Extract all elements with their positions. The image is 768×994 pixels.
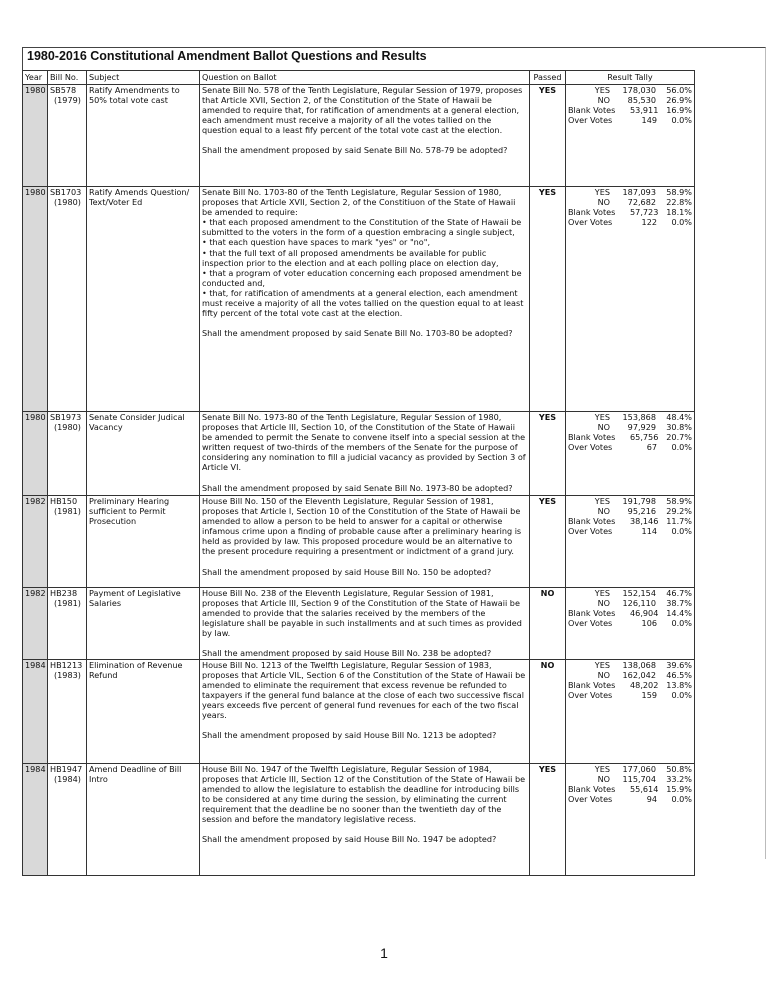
cell-bill-no (48, 763, 87, 875)
tally-label: NO (597, 95, 610, 106)
tally-label: YES (594, 659, 610, 670)
cell-question (200, 763, 530, 875)
tally-percent: 29.2% (666, 506, 692, 517)
tally-line (568, 187, 692, 197)
tally-label: Over Votes (568, 442, 613, 453)
cell-subject: Ratify Amendments to 50% total vote cast (87, 85, 200, 187)
tally-count: 114 (641, 526, 657, 537)
tally-line (568, 422, 692, 432)
tally-percent: 16.9% (666, 105, 692, 116)
cell-result-tally (566, 763, 695, 875)
tally-percent: 0.0% (671, 217, 692, 228)
tally-line (568, 598, 692, 608)
question-paragraph: Shall the amendment proposed by said Senate Bill No. 1973-80 be adopted? (202, 482, 513, 493)
question-paragraph: Senate Bill No. 1973-80 of the Tenth Legislature, Regular Session of 1980, proposes that Article III, Section 10, of the Constitution of the State of Hawaii be amended to permit the Senate to convene itself into a special session at the written request of two-thirds of the members of the Senate for the purpose of considering any nomination to fill a judicial vacancy as provided by Section 3 of Article VI. (202, 412, 526, 473)
cell-bill-no (48, 659, 87, 763)
tally-label: YES (594, 763, 610, 774)
tally-count: 95,216 (627, 506, 656, 517)
bill-number: HB1213 (50, 659, 83, 670)
question-paragraph: Shall the amendment proposed by said House Bill No. 1947 be adopted? (202, 834, 497, 845)
tally-line (568, 85, 692, 95)
tally-count: 177,060 (622, 763, 656, 774)
tally-line (568, 774, 692, 784)
tally-label: Over Votes (568, 618, 613, 629)
tally-count: 55,614 (630, 783, 659, 794)
tally-count: 97,929 (627, 422, 656, 433)
document-title: 1980-2016 Constitutional Amendment Ballot Questions and Results (27, 49, 427, 63)
cell-passed: YES (530, 496, 566, 588)
tally-percent: 22.8% (666, 197, 692, 208)
header-year: Year (23, 71, 48, 85)
tally-percent: 13.8% (666, 679, 692, 690)
question-paragraph: • that a program of voter education concerning each proposed amendment be conducted and, (202, 267, 522, 288)
tally-label: NO (597, 197, 610, 208)
table-row (23, 763, 695, 875)
cell-question (200, 412, 530, 496)
bill-number: HB1947 (50, 763, 83, 774)
tally-line (568, 115, 692, 125)
cell-question (200, 659, 530, 763)
tally-line (568, 207, 692, 217)
tally-line (568, 764, 692, 774)
cell-year: 1980 (23, 412, 48, 496)
bill-session-year: (1984) (54, 773, 81, 784)
tally-line (568, 794, 692, 804)
question-paragraph: House Bill No. 150 of the Eleventh Legislature, Regular Session of 1981, proposes that Article I, Section 10 of the Constitution of the State of Hawaii be amended to allow a person to be held to answer for a capital or otherwise infamous crime upon a finding of probable cause after a preliminary hearing is held as provided by law. This proposed procedure would be an alternative to the present procedure requiring a presentment or indictment of a grand jury. (202, 496, 522, 557)
tally-percent: 14.4% (666, 608, 692, 619)
tally-count: 191,798 (622, 496, 656, 506)
cell-result-tally (566, 496, 695, 588)
tally-count: 159 (641, 689, 657, 700)
tally-label: Blank Votes (568, 105, 616, 116)
cell-subject: Preliminary Hearing sufficient to Permit Prosecution (87, 496, 200, 588)
tally-percent: 0.0% (671, 442, 692, 453)
bill-number: SB1973 (50, 412, 82, 422)
cell-question (200, 85, 530, 187)
cell-subject: Ratify Amends Question/ Text/Voter Ed (87, 187, 200, 412)
cell-result-tally (566, 588, 695, 660)
tally-count: 72,682 (627, 197, 656, 208)
tally-count: 162,042 (622, 669, 656, 680)
bill-session-year: (1980) (54, 197, 81, 208)
tally-label: Over Votes (568, 689, 613, 700)
bill-number: SB1703 (50, 187, 82, 197)
tally-label: Blank Votes (568, 207, 616, 218)
bill-session-year: (1981) (54, 506, 81, 517)
cell-result-tally (566, 659, 695, 763)
cell-passed: NO (530, 588, 566, 660)
tally-label: Blank Votes (568, 608, 616, 619)
paragraph-spacer (202, 135, 527, 145)
cell-bill-no (48, 85, 87, 187)
tally-count: 57,723 (630, 207, 659, 218)
tally-label: YES (594, 588, 610, 598)
tally-label: YES (594, 187, 610, 197)
question-paragraph: • that each question have spaces to mark "yes" or "no", (202, 237, 431, 248)
bill-session-year: (1979) (54, 95, 81, 106)
cell-subject: Amend Deadline of Bill Intro (87, 763, 200, 875)
tally-percent: 0.0% (671, 115, 692, 126)
question-paragraph: • that each proposed amendment to the Constitution of the State of Hawaii be submitted to the voters in the form of a question embracing a single subject, (202, 217, 522, 238)
paragraph-spacer (202, 720, 527, 730)
table-row (23, 659, 695, 763)
tally-label: Over Votes (568, 526, 613, 537)
cell-bill-no (48, 187, 87, 412)
tally-count: 106 (641, 618, 657, 629)
tally-percent: 0.0% (671, 793, 692, 804)
cell-passed: YES (530, 763, 566, 875)
tally-percent: 20.7% (666, 432, 692, 443)
tally-line (568, 217, 692, 227)
tally-count: 152,154 (622, 588, 656, 598)
tally-line (568, 660, 692, 670)
tally-percent: 0.0% (671, 618, 692, 629)
tally-line (568, 784, 692, 794)
tally-label: Over Votes (568, 793, 613, 804)
paragraph-spacer (202, 473, 527, 483)
tally-count: 65,756 (630, 432, 659, 443)
tally-label: NO (597, 669, 610, 680)
tally-percent: 58.9% (666, 496, 692, 506)
cell-subject: Elimination of Revenue Refund (87, 659, 200, 763)
header-passed: Passed (530, 71, 566, 85)
header-question: Question on Ballot (200, 71, 530, 85)
tally-label: Over Votes (568, 217, 613, 228)
tally-line (568, 496, 692, 506)
tally-line (568, 506, 692, 516)
tally-percent: 33.2% (666, 773, 692, 784)
cell-bill-no (48, 588, 87, 660)
question-paragraph: Shall the amendment proposed by said House Bill No. 1213 be adopted? (202, 730, 497, 741)
cell-question (200, 496, 530, 588)
header-subject: Subject (87, 71, 200, 85)
tally-count: 53,911 (630, 105, 659, 116)
cell-bill-no (48, 496, 87, 588)
cell-result-tally (566, 187, 695, 412)
bill-session-year: (1981) (54, 598, 81, 609)
question-paragraph: • that, for ratification of amendments at a general election, each amendment must receive a majority of all the votes tallied on the question equal to at least fifty percent of the total vote cast at the election. (202, 287, 524, 319)
table-row (23, 412, 695, 496)
table-row (23, 85, 695, 187)
tally-label: NO (597, 422, 610, 433)
tally-percent: 50.8% (666, 763, 692, 774)
tally-label: YES (594, 496, 610, 506)
tally-count: 153,868 (622, 412, 656, 422)
tally-percent: 11.7% (666, 516, 692, 527)
cell-result-tally (566, 412, 695, 496)
question-paragraph: Shall the amendment proposed by said House Bill No. 150 be adopted? (202, 566, 492, 577)
cell-question (200, 588, 530, 660)
question-paragraph: House Bill No. 1947 of the Twelfth Legislature, Regular Session of 1984, proposes that Article III, Section 12 of the Constitution of the State of Hawaii be amended to allow the legislature to establish the deadline for introducing bills to be considered at any time during the session, by eliminating the current requirement that the deadline be no sooner than the twentieth day of the session and before the mandatory legislative recess. (202, 763, 526, 825)
tally-line (568, 680, 692, 690)
tally-line (568, 412, 692, 422)
tally-label: Blank Votes (568, 432, 616, 443)
cell-question (200, 187, 530, 412)
tally-percent: 38.7% (666, 598, 692, 609)
tally-line (568, 618, 692, 628)
ballot-results-table (22, 70, 695, 876)
paragraph-spacer (202, 824, 527, 834)
bill-number: HB238 (50, 588, 78, 598)
table-row (23, 187, 695, 412)
tally-percent: 26.9% (666, 95, 692, 106)
tally-line (568, 432, 692, 442)
question-paragraph: Shall the amendment proposed by said Senate Bill No. 578-79 be adopted? (202, 145, 508, 156)
bill-session-year: (1983) (54, 669, 81, 680)
cell-subject: Payment of Legislative Salaries (87, 588, 200, 660)
tally-percent: 39.6% (666, 659, 692, 670)
tally-percent: 18.1% (666, 207, 692, 218)
tally-percent: 56.0% (666, 85, 692, 95)
question-paragraph: Shall the amendment proposed by said Senate Bill No. 1703-80 be adopted? (202, 328, 513, 339)
tally-count: 126,110 (622, 598, 656, 609)
tally-line (568, 95, 692, 105)
tally-count: 115,704 (622, 773, 656, 784)
tally-label: Blank Votes (568, 516, 616, 527)
tally-line (568, 105, 692, 115)
tally-count: 138,068 (622, 659, 656, 670)
tally-line (568, 516, 692, 526)
tally-count: 187,093 (622, 187, 656, 197)
tally-label: NO (597, 598, 610, 609)
tally-line (568, 526, 692, 536)
paragraph-spacer (202, 557, 527, 567)
header-bill-no: Bill No. (48, 71, 87, 85)
cell-year: 1980 (23, 187, 48, 412)
tally-count: 67 (646, 442, 657, 453)
tally-label: Blank Votes (568, 679, 616, 690)
cell-year: 1984 (23, 659, 48, 763)
tally-count: 94 (646, 793, 657, 804)
tally-percent: 46.7% (666, 588, 692, 598)
cell-year: 1980 (23, 85, 48, 187)
cell-year: 1982 (23, 496, 48, 588)
tally-count: 48,202 (630, 679, 659, 690)
paragraph-spacer (202, 638, 527, 648)
tally-line (568, 197, 692, 207)
tally-line (568, 608, 692, 618)
question-paragraph: Shall the amendment proposed by said House Bill No. 238 be adopted? (202, 648, 492, 659)
tally-percent: 48.4% (666, 412, 692, 422)
table-header-row (23, 71, 695, 85)
question-paragraph: Senate Bill No. 578 of the Tenth Legislature, Regular Session of 1979, proposes that Article XVII, Section 2, of the Constitution of the State of Hawaii be amended to require that, for ratification of amendments at a general election, each amendment must receive a majority of all the votes tallied on the question equal to a least fify percent of the total vote cast at the election. (202, 85, 523, 136)
tally-percent: 46.5% (666, 669, 692, 680)
tally-percent: 0.0% (671, 689, 692, 700)
tally-label: Blank Votes (568, 783, 616, 794)
tally-count: 46,904 (630, 608, 659, 619)
table-row (23, 588, 695, 660)
cell-bill-no (48, 412, 87, 496)
cell-result-tally (566, 85, 695, 187)
tally-count: 85,530 (627, 95, 656, 106)
tally-percent: 30.8% (666, 422, 692, 433)
tally-count: 122 (641, 217, 657, 228)
cell-subject: Senate Consider Judical Vacancy (87, 412, 200, 496)
table-row (23, 496, 695, 588)
question-paragraph: House Bill No. 238 of the Eleventh Legislature, Regular Session of 1981, proposes that Article III, Section 9 of the Constitution of the State of Hawaii be amended to provide that the salaries received by the members of the legislature shall be payable in such installments and at such times as provided by law. (202, 588, 522, 639)
tally-count: 149 (641, 115, 657, 126)
question-paragraph: Senate Bill No. 1703-80 of the Tenth Legislature, Regular Session of 1980, proposes that Article XVII, Section 2, of the Constitiuon of the State of Hawaii be amended to require: (202, 187, 516, 218)
question-paragraph: • that the full text of all proposed amendments be available for public inspection prior to the election and at each polling place on election day, (202, 247, 499, 268)
question-paragraph: House Bill No. 1213 of the Twelfth Legislature, Regular Session of 1983, proposes that Article VIL, Section 6 of the Constitution of the State of Hawaii be amended to eliminate the requirement that excess revenue be refunded to taxpayers if the general fund balance at the close of each two successive fiscal years exceeds five percent of general fund revenues for each of the two fiscal years. (202, 659, 526, 721)
cell-passed: YES (530, 412, 566, 496)
tally-label: YES (594, 85, 610, 95)
tally-label: Over Votes (568, 115, 613, 126)
header-result-tally: Result Tally (566, 71, 695, 85)
tally-percent: 58.9% (666, 187, 692, 197)
bill-session-year: (1980) (54, 422, 81, 433)
tally-percent: 0.0% (671, 526, 692, 537)
bill-number: SB578 (50, 85, 77, 95)
tally-line (568, 588, 692, 598)
cell-year: 1984 (23, 763, 48, 875)
page-number: 1 (380, 945, 388, 961)
tally-label: NO (597, 506, 610, 517)
tally-count: 178,030 (622, 85, 656, 95)
tally-label: NO (597, 773, 610, 784)
cell-passed: YES (530, 85, 566, 187)
tally-percent: 15.9% (666, 783, 692, 794)
bill-number: HB150 (50, 496, 78, 506)
tally-count: 38,146 (630, 516, 659, 527)
tally-line (568, 670, 692, 680)
cell-passed: NO (530, 659, 566, 763)
tally-line (568, 690, 692, 700)
tally-line (568, 442, 692, 452)
tally-label: YES (594, 412, 610, 422)
cell-year: 1982 (23, 588, 48, 660)
paragraph-spacer (202, 318, 527, 328)
cell-passed: YES (530, 187, 566, 412)
